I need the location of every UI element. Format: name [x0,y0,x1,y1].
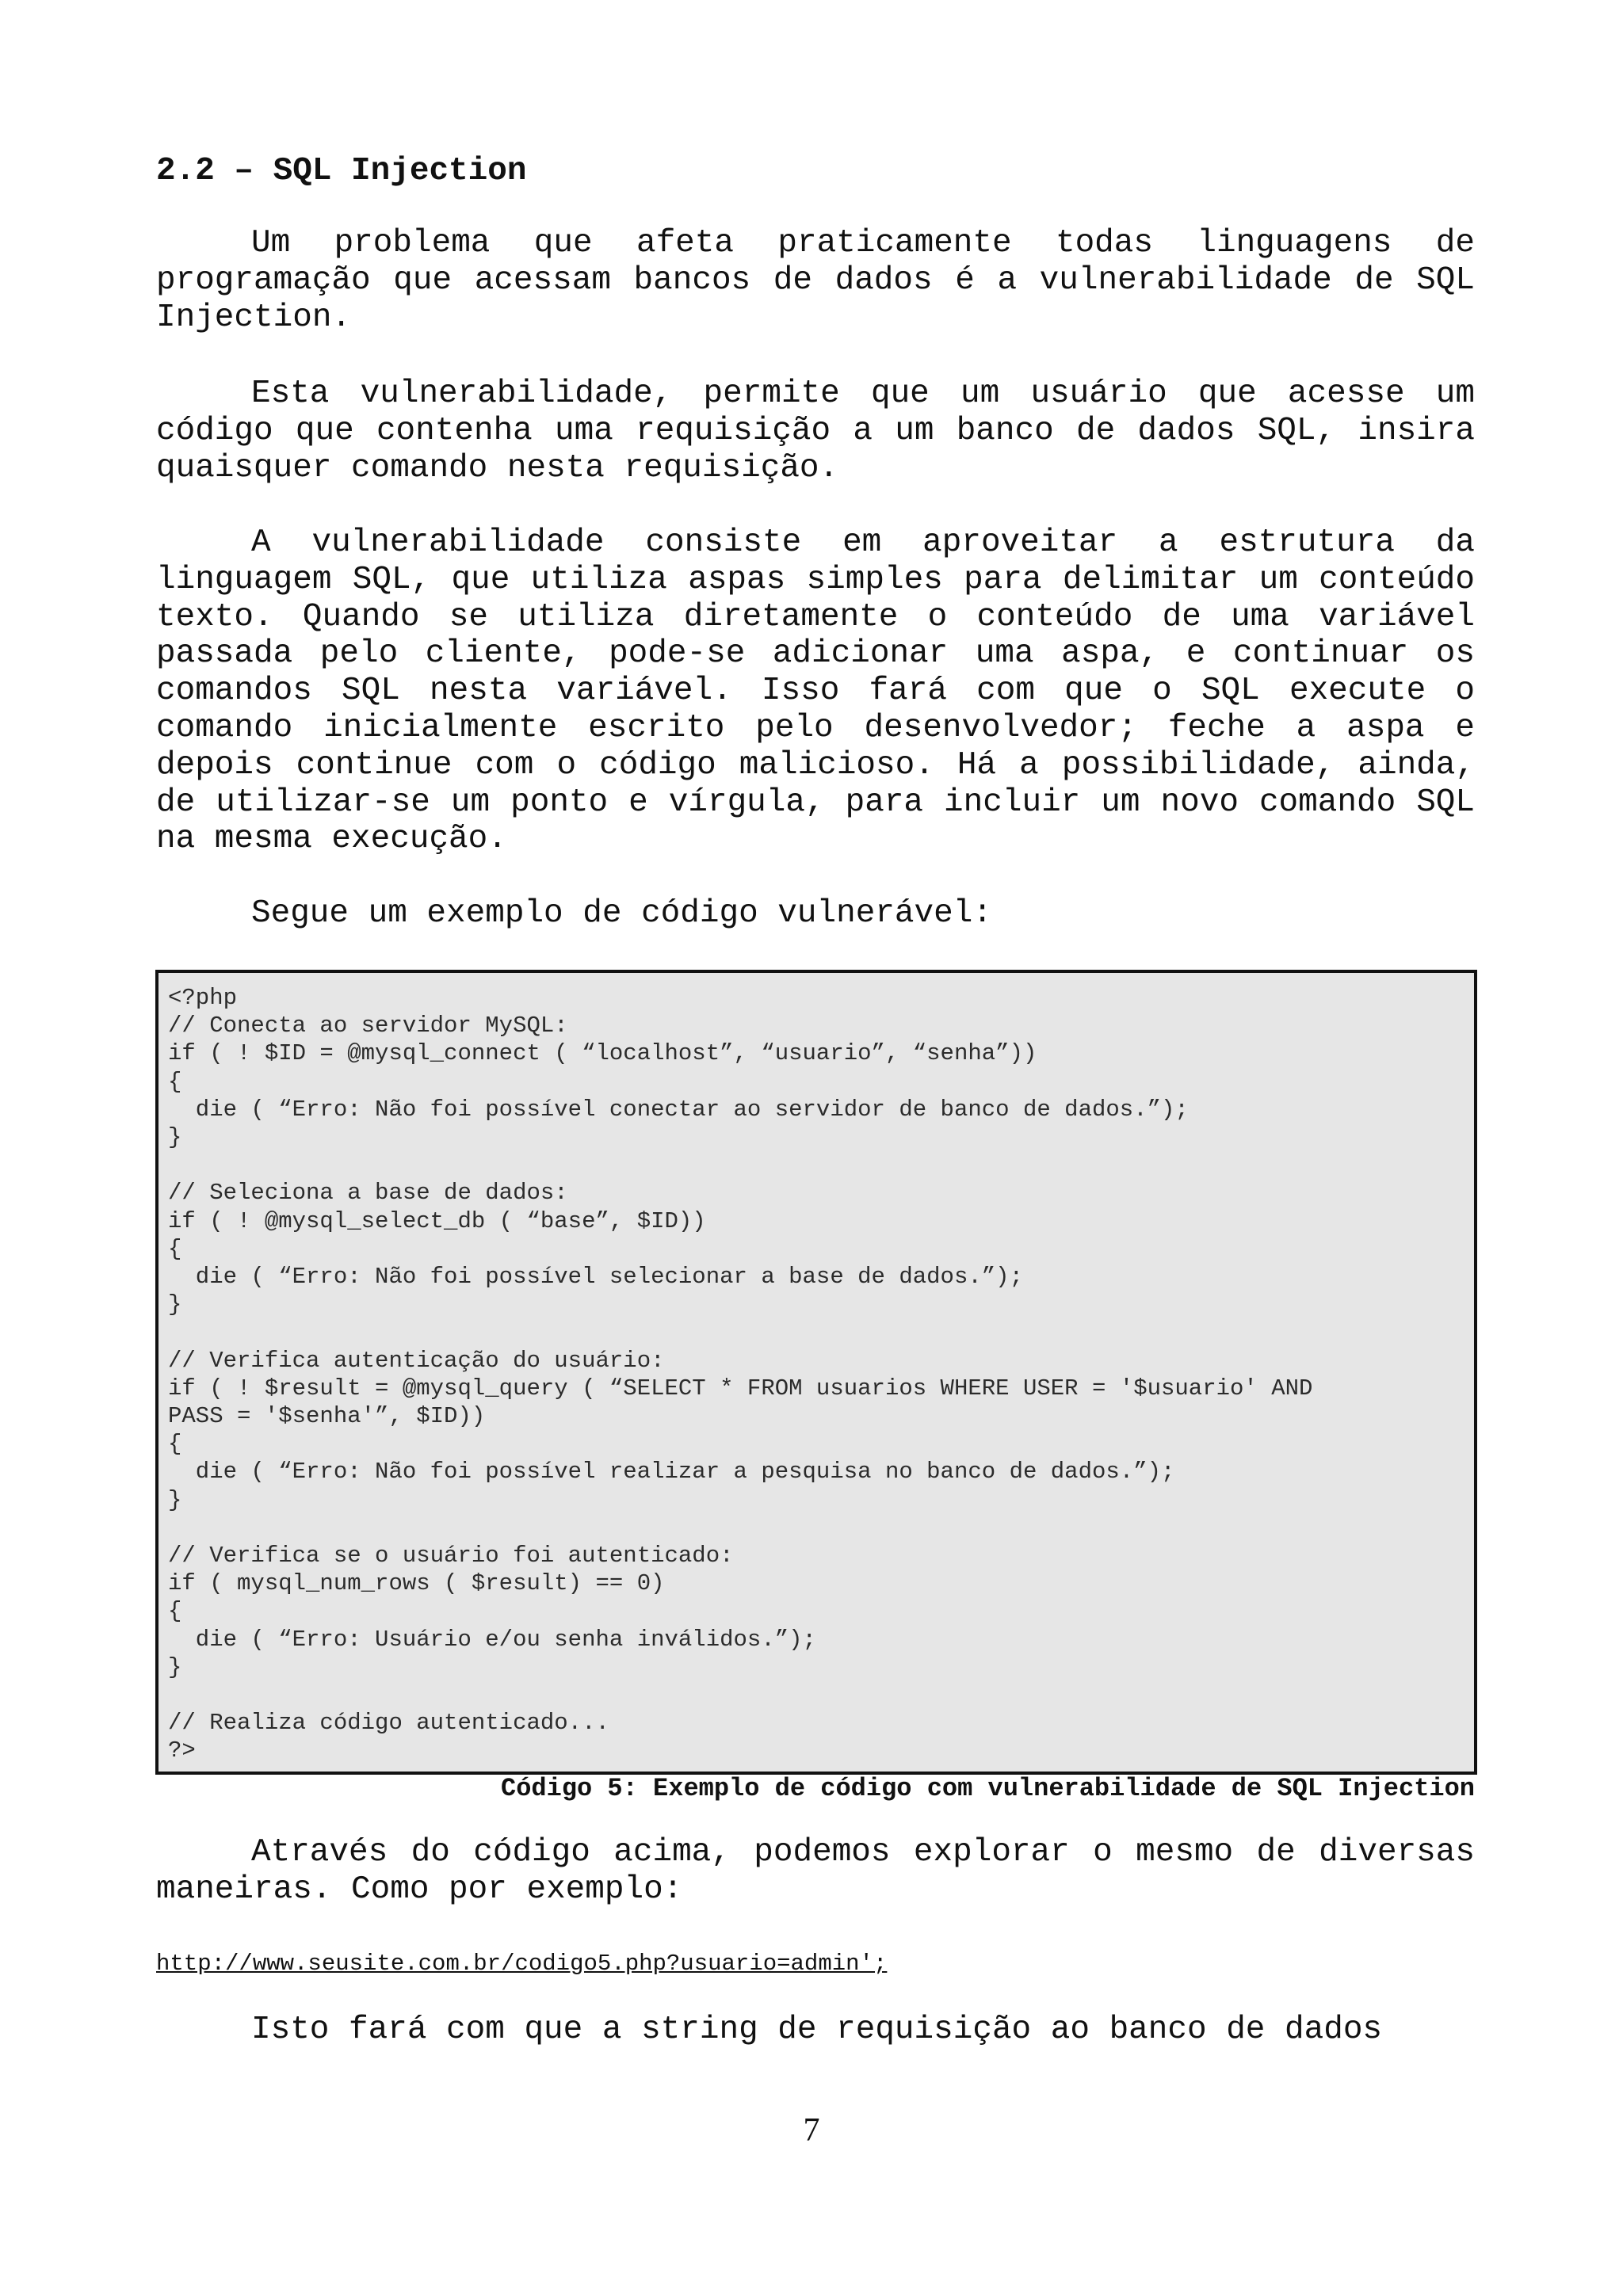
paragraph-example-intro: Segue um exemplo de código vulnerável: [251,895,992,932]
section-heading: 2.2 – SQL Injection [156,153,527,189]
code-block [155,970,1477,1775]
code-listing: <?php // Conecta ao servidor MySQL: if ( ! $ID = @mysql_connect ( “localhost”, “usuario”, “senha”)) { die ( “Erro: Não foi possível conectar ao servidor de banco de dados.”); } // Seleciona a base de dados: if ( ! @mysql_select_db ( “base”, $ID)) { die ( “Erro: Não foi possível selecionar a base de dados.”); } // Verifica autenticação do usuário: if ( ! $result = @mysql_query ( “SELECT * FROM usuarios WHERE USER = '$usuario' AND PASS = '$senha'”, $ID)) { die ( “Erro: Não foi possível realizar a pesquisa no banco de dados.”); } // Verifica se o usuário foi autenticado: if ( mysql_num_rows ( $result) == 0) { die ( “Erro: Usuário e/ou senha inválidos.”); } // Realiza código autenticado... ?> [168,985,1313,1764]
paragraph-intro: Um problema que afeta praticamente todas linguagens de programação que acessam bancos de dados é a vulnerabilidade de SQL Injection. [156,225,1475,336]
paragraph-vulnerability: Esta vulnerabilidade, permite que um usuário que acesse um código que contenha uma requisição a um banco de dados SQL, insira quaisquer comando nesta requisição. [156,376,1475,486]
code-caption: Código 5: Exemplo de código com vulnerabilidade de SQL Injection [501,1774,1475,1803]
paragraph-explanation: A vulnerabilidade consiste em aproveitar a estrutura da linguagem SQL, que utiliza aspas simples para delimitar um conteúdo texto. Quando se utiliza diretamente o conteúdo de uma variável passada pelo cliente, pode-se adicionar uma aspa, e continuar os comandos SQL nesta variável. Isso fará com que o SQL execute o comando inicialmente escrito pelo desenvolvedor; feche a aspa e depois continue com o código malicioso. Há a possibilidade, ainda, de utilizar-se um ponto e vírgula, para incluir um novo comando SQL na mesma execução. [156,524,1475,858]
paragraph-exploit-intro: Através do código acima, podemos explorar o mesmo de diversas maneiras. Como por exemplo: [156,1834,1475,1908]
page-number: 7 [803,2112,820,2149]
paragraph-continuation: Isto fará com que a string de requisição ao banco de dados [251,2012,1383,2048]
example-url-link[interactable]: http://www.seusite.com.br/codigo5.php?usuario=admin'; [156,1951,888,1977]
